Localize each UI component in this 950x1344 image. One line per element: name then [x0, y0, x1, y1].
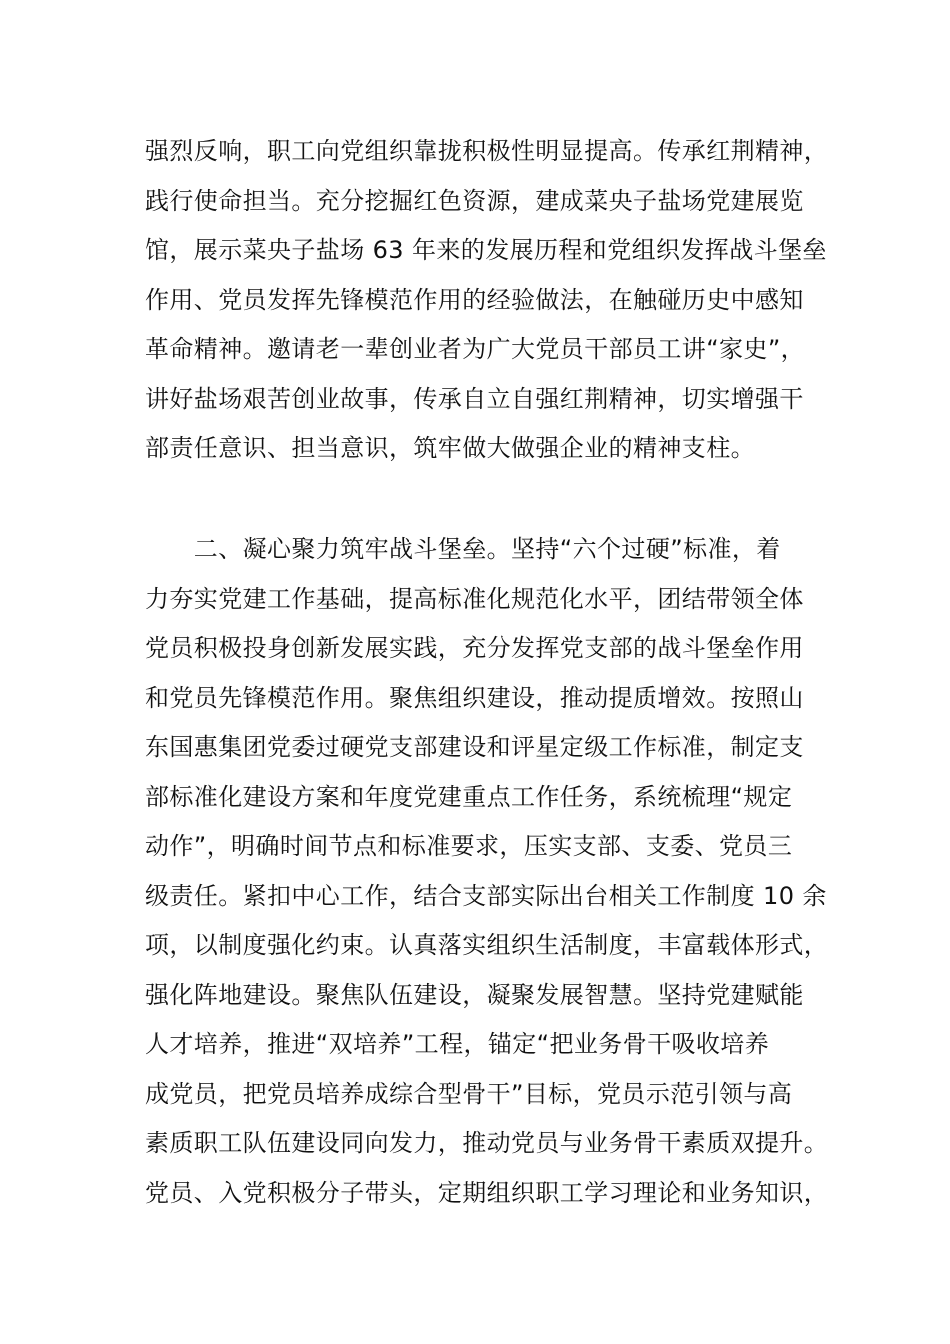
- text-line: 讲好盐场艰苦创业故事，传承自立自强红荆精神，切实增强干: [145, 384, 804, 413]
- text-line: 人才培养，推进“双培养”工程，锚定“把业务骨干吸收培养: [145, 1030, 770, 1058]
- paragraph-section-two: [145, 525, 829, 1218]
- text-line: 强烈反响，职工向党组织靠拢积极性明显提高。传承红荆精神，: [145, 137, 829, 165]
- text-line: 力夯实党建工作基础，提高标准化规范化水平，团结带领全体: [145, 584, 804, 613]
- text-line: 东国惠集团党委过硬党支部建设和评星定级工作标准，制定支: [145, 733, 804, 761]
- text-line: 革命精神。邀请老一辈创业者为广大党员干部员工讲“家史”，: [145, 335, 806, 363]
- section-heading-line: 二、凝心聚力筑牢战斗堡垒。坚持“六个过硬”标准，着: [145, 535, 781, 563]
- text-line: 动作”，明确时间节点和标准要求，压实支部、支委、党员三: [145, 832, 793, 860]
- text-line: 级责任。紧扣中心工作，结合支部实际出台相关工作制度 10 余: [145, 881, 827, 910]
- text-line: 强化阵地建设。聚焦队伍建设，凝聚发展智慧。坚持党建赋能: [145, 980, 804, 1009]
- text-line: 作用、党员发挥先锋模范作用的经验做法，在触碰历史中感知: [145, 285, 804, 314]
- text-line: 馆，展示菜央子盐场 63 年来的发展历程和党组织发挥战斗堡垒: [145, 236, 827, 264]
- text-line: 部标准化建设方案和年度党建重点工作任务，系统梳理“规定: [145, 782, 793, 811]
- text-line: 党员积极投身创新发展实践，充分发挥党支部的战斗堡垒作用: [145, 634, 804, 662]
- text-line: 项，以制度强化约束。认真落实组织生活制度，丰富载体形式，: [145, 931, 829, 959]
- text-line: 和党员先锋模范作用。聚焦组织建设，推动提质增效。按照山: [145, 683, 804, 712]
- text-line: 党员、入党积极分子带头，定期组织职工学习理论和业务知识，: [145, 1178, 829, 1207]
- text-line: 成党员，把党员培养成综合型骨干”目标，党员示范引领与高: [145, 1079, 793, 1108]
- text-line: 素质职工队伍建设同向发力，推动党员与业务骨干素质双提升。: [145, 1129, 829, 1157]
- paragraph-heritage-spirit: [145, 127, 829, 474]
- text-line: 部责任意识、担当意识，筑牢做大做强企业的精神支柱。: [145, 434, 755, 462]
- text-line: 践行使命担当。充分挖掘红色资源，建成菜央子盐场党建展览: [145, 186, 804, 215]
